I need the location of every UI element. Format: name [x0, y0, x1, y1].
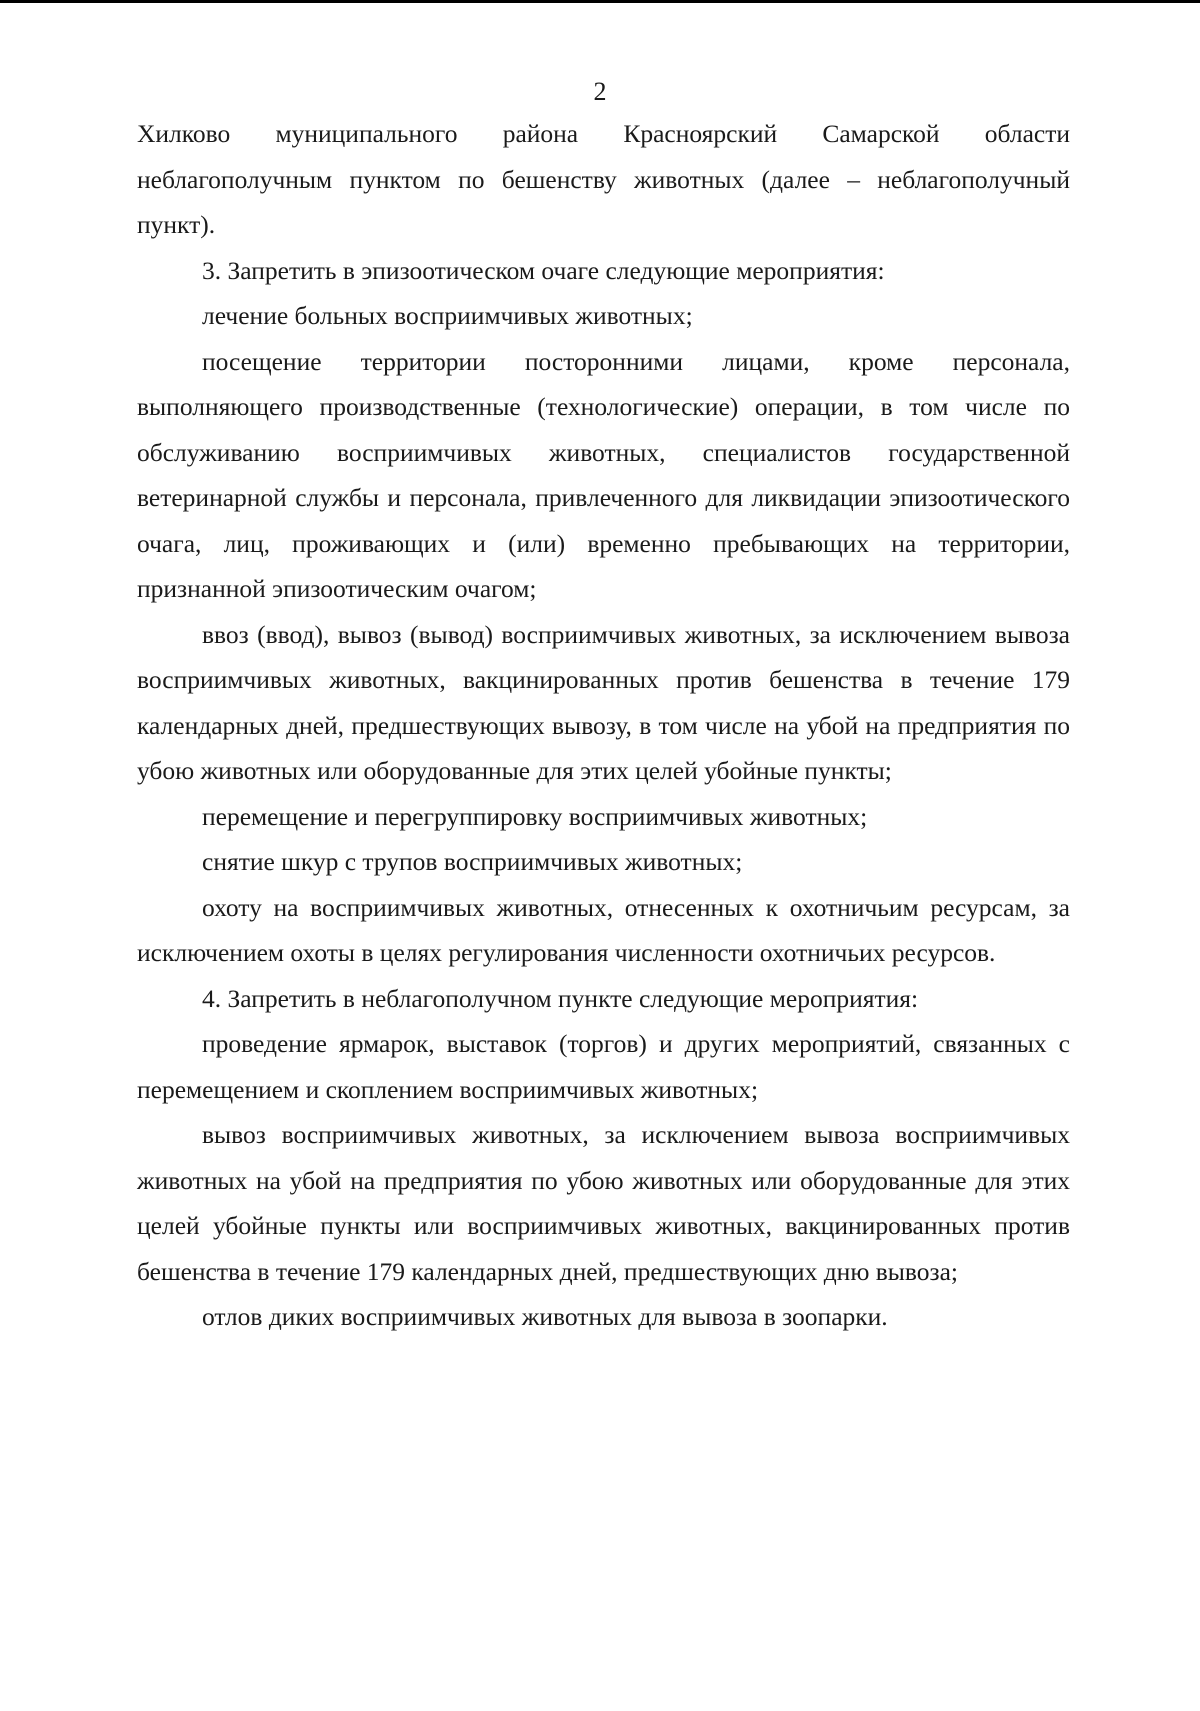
paragraph-item-3-heading: 3. Запретить в эпизоотическом очаге следующие мероприятия:: [202, 255, 885, 285]
paragraph-regrouping-ban: перемещение и перегруппировку восприимчивых животных;: [202, 801, 868, 831]
paragraph-skinning-ban: снятие шкур с трупов восприимчивых животных;: [202, 847, 743, 876]
paragraph-item-4-heading: 4. Запретить в неблагополучном пункте следующие мероприятия:: [202, 983, 919, 1013]
paragraph-removal-ban: вывоз восприимчивых животных, за исключением вывоза восприимчивых животных на убой на предприятия по убою животных или оборудованные для этих целей убойные пункты или восприимчивых животных, вакцинированных против бешенства в течение 179 календарных дней, предшествующих дню вывоза;: [137, 1120, 1070, 1286]
paragraph-visit-ban: посещение территории посторонними лицами, кроме персонала, выполняющего производственные (технологические) операции, в том числе по обслуживанию восприимчивых животных, специалистов государственной ветеринарной службы и персонала, привлеченного для ликвидации эпизоотического очага, лиц, проживающих и (или) временно пребывающих на территории, признанной эпизоотическим очагом;: [137, 346, 1070, 603]
paragraph-fairs-ban: проведение ярмарок, выставок (торгов) и других мероприятий, связанных с перемещением и скоплением восприимчивых животных;: [137, 1029, 1070, 1104]
document-body: [137, 111, 1070, 1340]
paragraph-trapping-ban: отлов диких восприимчивых животных для вывоза в зоопарки.: [202, 1302, 888, 1331]
scan-top-edge: [0, 0, 1200, 3]
paragraph-continuation: Хилково муниципального района Красноярский Самарской области неблагополучным пунктом по бешенству животных (далее – неблагополучный пункт).: [137, 119, 1070, 239]
page-number: 2: [593, 77, 607, 106]
paragraph-hunting-ban: охоту на восприимчивых животных, отнесенных к охотничьим ресурсам, за исключением охоты в целях регулирования численности охотничьих ресурсов.: [137, 892, 1070, 967]
paragraph-import-export-ban: ввоз (ввод), вывоз (вывод) восприимчивых животных, за исключением вывоза восприимчивых животных, вакцинированных против бешенства в течение 179 календарных дней, предшествующих вывозу, в том числе на убой на предприятия по убою животных или оборудованные для этих целей убойные пункты;: [137, 619, 1070, 785]
paragraph-treatment-ban: лечение больных восприимчивых животных;: [202, 301, 693, 330]
